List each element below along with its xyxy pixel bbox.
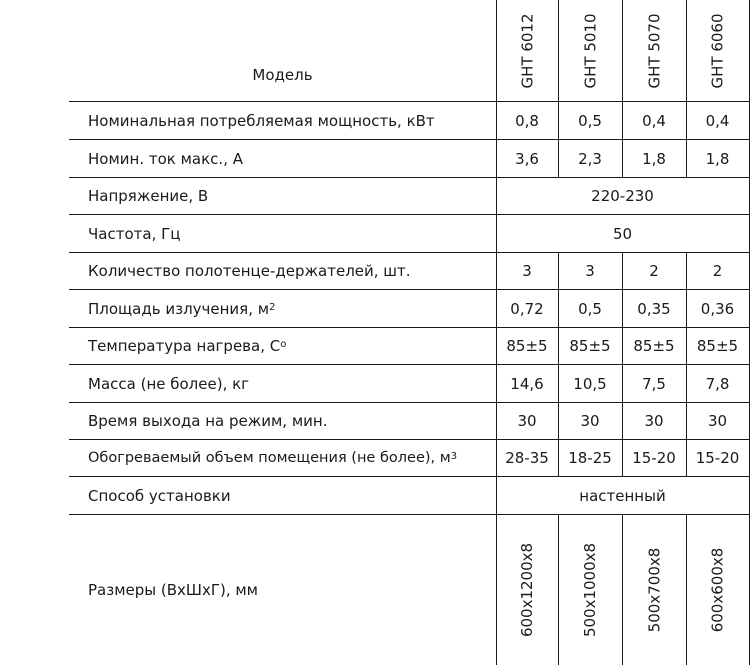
row-label-current: Номин. ток макс., А — [88, 149, 243, 168]
table-cell: 0,35 — [637, 299, 671, 318]
table-cell: 3,6 — [515, 149, 539, 168]
table-cell: 85±5 — [506, 337, 548, 355]
table-cell: 3 — [585, 262, 595, 280]
row-label-voltage: Напряжение, В — [88, 187, 209, 205]
table-cell: 1,8 — [642, 149, 666, 168]
table-cell: 30 — [644, 412, 664, 430]
table-cell: 30 — [517, 412, 537, 430]
table-cell: 3 — [522, 262, 532, 280]
table-cell: 0,72 — [510, 299, 544, 318]
table-cell: 0,8 — [515, 111, 539, 130]
row-label-towel-holders: Количество полотенце-держателей, шт. — [88, 262, 411, 280]
row-label-dimensions: Размеры (ВхШхГ), мм — [88, 581, 258, 599]
row-label-warmup-time: Время выхода на режим, мин. — [88, 412, 328, 430]
merged-cell-frequency: 50 — [612, 224, 633, 243]
table-cell: 7,8 — [705, 374, 730, 393]
table-cell: 0,36 — [700, 299, 735, 318]
dimension-cell: 500х1000х8 — [581, 542, 600, 638]
row-label-mass: Масса (не более), кг — [88, 374, 250, 393]
table-cell: 30 — [707, 412, 728, 430]
table-cell: 2,3 — [578, 149, 602, 168]
table-cell: 85±5 — [569, 337, 611, 355]
table-cell: 10,5 — [573, 374, 607, 393]
merged-cell-mounting: настенный — [579, 486, 666, 505]
table-cell: 0,4 — [642, 111, 666, 130]
dimension-cell: 500х700х8 — [645, 547, 663, 633]
table-cell: 30 — [580, 412, 600, 430]
table-cell: 0,4 — [705, 111, 730, 130]
model-column-header: GHT 5070 — [645, 12, 664, 89]
table-cell: 15-20 — [632, 449, 676, 467]
dimension-cell: 600х1200х8 — [518, 542, 537, 638]
model-column-header: GHT 6012 — [518, 12, 537, 89]
table-cell: 28-35 — [505, 449, 549, 467]
table-cell: 14,6 — [510, 374, 544, 393]
table-cell: 7,5 — [642, 374, 666, 393]
row-label-heated-volume: Обогреваемый объем помещения (не более), м $^3$ — [88, 450, 458, 466]
model-column-header: GHT 6060 — [708, 12, 727, 89]
merged-cell-voltage: 220-230 — [591, 187, 654, 205]
row-label-radiation-area: Площадь излучения, м $^2$ — [88, 299, 276, 318]
table-cell: 0,5 — [578, 111, 602, 130]
table-cell: 2 — [712, 262, 723, 280]
row-label-temperature: Температура нагрева, С $^o$ — [88, 337, 287, 355]
table-cell: 85±5 — [633, 337, 675, 355]
model-column-header: GHT 5010 — [581, 12, 600, 89]
row-label-frequency: Частота, Гц — [88, 224, 181, 243]
table-cell: 1,8 — [705, 149, 730, 168]
table-cell: 15-20 — [695, 449, 740, 467]
table-cell: 85±5 — [696, 337, 739, 355]
table-cell: 18-25 — [568, 449, 612, 467]
row-label-mounting: Способ установки — [88, 486, 231, 505]
model-header-label: Модель — [252, 66, 313, 84]
dimension-cell: 600х600х8 — [708, 547, 727, 633]
row-label-power: Номинальная потребляемая мощность, кВт — [88, 111, 435, 130]
table-cell: 2 — [649, 262, 659, 280]
table-cell: 0,5 — [578, 299, 602, 318]
